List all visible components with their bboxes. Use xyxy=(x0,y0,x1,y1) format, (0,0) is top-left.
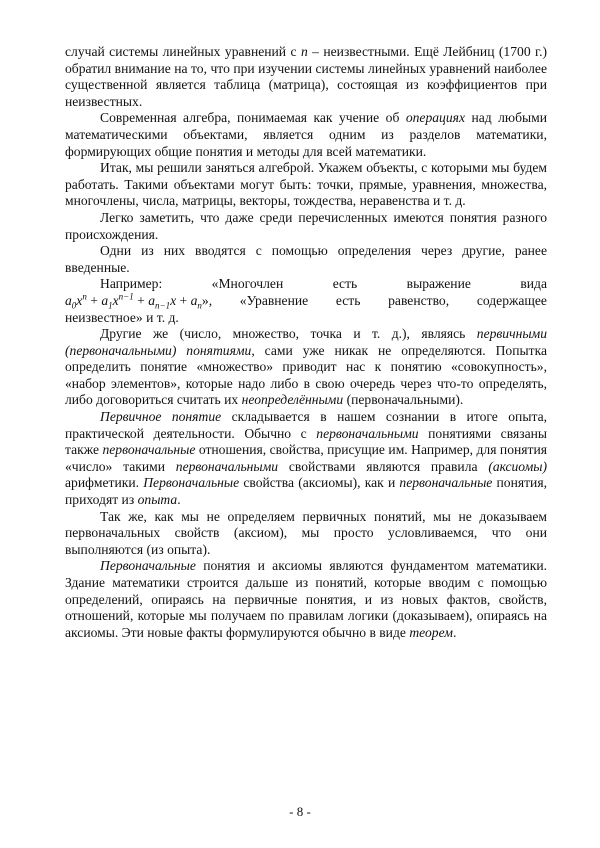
paragraph-1 xyxy=(65,44,547,110)
text: над любыми математическими объектами, является одним из разделов математики, формирующих общие понятия и методы для всей математики. xyxy=(65,110,548,159)
emphasis: первоначальными xyxy=(175,458,279,474)
emphasis: (аксиомы) xyxy=(488,458,547,474)
emphasis: теорем xyxy=(409,624,453,640)
word: «Многочлен xyxy=(211,276,284,292)
text: – неизвестными. Ещё Лейбниц (1700 г.) обратил внимание на то, что при изучении системы линейных уравнений наиболее существенной является таблица (матрица), состоящая из коэффициентов при неизвестных. xyxy=(65,44,547,109)
paragraph-10: Первоначальные понятия и аксиомы являются фундаментом математики. Здание математики строится дальше из понятий, которые вводим с помощью определений, опираясь на первичные понятия, и из новых фактов, свойств, отношений, которые мы получаем по правилам логики (доказываем), опираясь на аксиомы. Эти новые факты формулируются обычно в виде теорем. xyxy=(65,558,547,640)
word: есть xyxy=(335,292,361,308)
document-page xyxy=(65,44,547,641)
word: содержащее xyxy=(476,292,547,308)
paragraph-4: Легко заметить, что даже среди перечисленных имеются понятия разного происхождения. xyxy=(65,209,547,242)
emphasis: операциях xyxy=(405,110,465,126)
emphasis: Первоначальные xyxy=(100,558,196,574)
emphasis: Первоначальные xyxy=(143,475,240,491)
word: вида xyxy=(520,276,547,292)
text: случай системы линейных уравнений с xyxy=(65,44,301,59)
paragraph-9: Так же, как мы не определяем первичных понятий, мы не доказываем первоначальных свойств (аксиом), мы просто условливаемся, что они выполняются (из опыта). xyxy=(65,508,547,557)
emphasis: первоначальные xyxy=(399,475,493,491)
word: Например: xyxy=(100,276,163,292)
emphasis: Первичное понятие xyxy=(100,409,222,425)
emphasis: первоначальные xyxy=(102,442,196,458)
word: «Уравнение xyxy=(239,292,309,308)
paragraph-2 xyxy=(65,110,547,160)
emphasis: неопределёнными xyxy=(241,392,344,408)
example-line-2 xyxy=(65,293,547,310)
text: Современная алгебра, понимаемая как учение об xyxy=(100,110,406,126)
paragraph-5: Одни из них вводятся с помощью определения через другие, ранее введенные. xyxy=(65,243,547,275)
variable-n: n xyxy=(300,44,308,59)
example-line-3: неизвестное» и т. д. xyxy=(65,309,179,325)
paragraph-6 xyxy=(65,276,547,326)
paragraph-7: Другие же (число, множество, точка и т. д.), являясь первичными (первоначальными) понятиями, сами уже никак не определяются. Попытка определить понятие «множество» приводит нас к понятию «совокупность», «набор элементов», которые надо либо в свою очередь через что-то определять, либо договориться считать их неопределёнными (первоначальными). xyxy=(65,326,547,408)
paragraph-3: Итак, мы решили заняться алгеброй. Укажем объекты, с которыми мы будем работать. Такими объектами могут быть: точки, прямые, уравнения, множества, многочлены, числа, матрицы, векторы, тождества, неравенства и т. д. xyxy=(65,160,547,209)
word: равенство, xyxy=(388,292,450,308)
example-line-1 xyxy=(65,276,547,293)
page-number: - 8 - xyxy=(289,804,311,819)
emphasis: первичными (первоначальными) понятиями xyxy=(65,326,547,358)
word: есть xyxy=(332,276,358,292)
emphasis: опыта xyxy=(137,492,178,508)
emphasis: первоначальными xyxy=(316,425,419,441)
paragraph-8: Первичное понятие складывается в нашем сознании в итоге опыта, практической деятельности. Обычно с первоначальными понятиями связаны также первоначальные отношения, свойства, присущие им. Например, для понятия «число» такими первоначальными свойствами являются правила (аксиомы) арифметики. Первоначальные свойства (аксиомы), как и первоначальные понятия, приходят из опыта. xyxy=(65,409,548,508)
word: выражение xyxy=(406,276,471,292)
polynomial-formula: $a_0x^n + a_1x^{n-1} + a_{n-1}x + a_n$», xyxy=(65,291,213,311)
